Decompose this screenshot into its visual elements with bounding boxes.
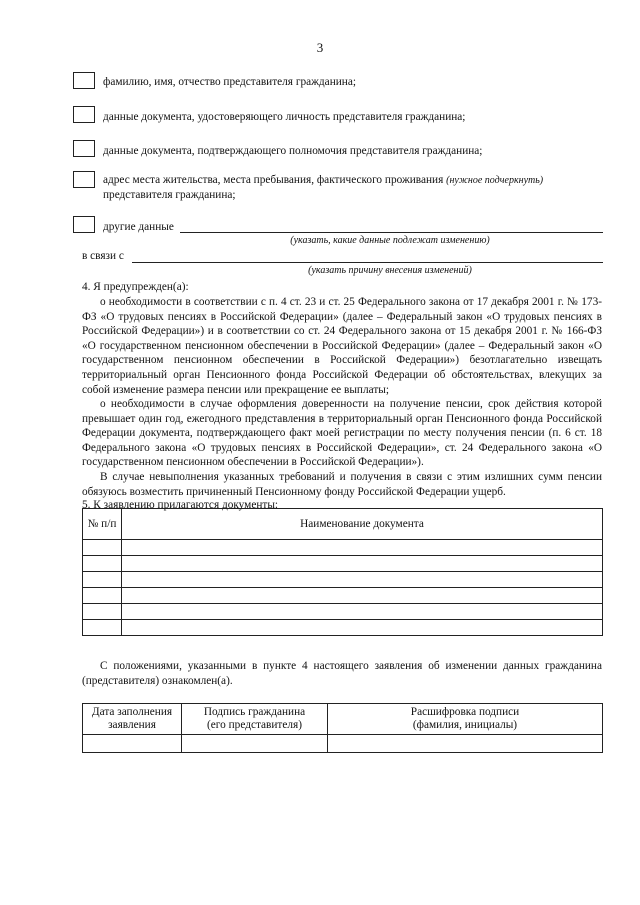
documents-table-header	[83, 509, 603, 540]
table-row[interactable]	[83, 620, 603, 636]
table-row[interactable]	[83, 588, 603, 604]
table-row[interactable]	[83, 540, 603, 556]
section4-paragraph-3: В случае невыполнения указанных требований и получения в связи с этим излишних сумм пенсии обязуюсь возместить причиненный Пенсионному фонду Российской Федерации ущерб.	[82, 471, 602, 498]
section4-heading: 4. Я предупрежден(а):	[82, 281, 189, 293]
other-data-field[interactable]	[180, 232, 603, 233]
option-label-representative-authority-document: данные документа, подтверждающего полномочия представителя гражданина;	[103, 145, 483, 157]
col-header-signature: Подпись гражданина (его представителя)	[182, 704, 328, 735]
signature-row[interactable]	[83, 735, 603, 753]
checkbox-representative-address[interactable]	[73, 171, 95, 188]
reason-field[interactable]	[132, 262, 603, 263]
section4-paragraph-2: о необходимости в случае оформления доверенности на получение пенсии, срок действия которой превышает один год, ежегодного представления в территориальный орган Пенсионного фонда Российской Федерации документа, подтверждающего факт моей регистрации по месту получения пенсии (п. 6 ст. 18 Федерального закона «О трудовых пенсиях в Российской Федерации», ст. 24 Федерального закона «О государственном пенсионном обеспечении в Российской Федерации»).	[82, 398, 602, 469]
address-label-line2: представителя гражданина;	[103, 189, 236, 201]
acknowledgement-text: С положениями, указанными в пункте 4 настоящего заявления об изменении данных гражданина (представителя) ознакомлен(а).	[82, 660, 602, 687]
signature-table	[82, 703, 603, 753]
other-data-note: (указать, какие данные подлежат изменению)	[290, 235, 490, 246]
address-label: адрес места жительства, места пребывания, фактического проживания	[103, 174, 444, 186]
checkbox-representative-name[interactable]	[73, 72, 95, 89]
col-header-date: Дата заполнения заявления	[83, 704, 182, 735]
option-label-other-data: другие данные	[103, 221, 174, 233]
option-label-representative-address	[103, 173, 593, 203]
reason-note: (указать причину внесения изменений)	[308, 265, 472, 276]
documents-table	[82, 508, 603, 636]
page-number: 3	[316, 40, 324, 55]
option-label-representative-name: фамилию, имя, отчество представителя гражданина;	[103, 76, 356, 88]
date-cell[interactable]	[83, 735, 182, 753]
checkbox-representative-authority-document[interactable]	[73, 140, 95, 157]
option-label-representative-id-document: данные документа, удостоверяющего личность представителя гражданина;	[103, 111, 466, 123]
table-row[interactable]	[83, 572, 603, 588]
checkbox-representative-id-document[interactable]	[73, 106, 95, 123]
col-header-number: № п/п	[83, 509, 122, 540]
table-row[interactable]	[83, 604, 603, 620]
col-header-document-name: Наименование документа	[122, 509, 603, 540]
checkbox-other-data[interactable]	[73, 216, 95, 233]
reason-label: в связи с	[82, 250, 124, 262]
signature-decode-cell[interactable]	[328, 735, 603, 753]
section4-paragraph-1: о необходимости в соответствии с п. 4 ст. 23 и ст. 25 Федерального закона от 17 декабря 2001 г. № 173-ФЗ «О трудовых пенсиях в Российской Федерации» (далее – Федеральный закон «О трудовых пенсиях в Российской Федерации») и в соответствии со ст. 24 Федерального закона от 15 декабря 2001 г. № 166-ФЗ «О государственном пенсионном обеспечении в Российской Федерации» (далее – Федеральный закон «О государственном пенсионном обеспечении в Российской Федерации») безотлагательно извещать территориальный орган Пенсионного фонда Российской Федерации об обстоятельствах, влекущих за собой изменение размера пенсии или прекращение ее выплаты;	[82, 296, 602, 396]
section5-heading: 5. К заявлению прилагаются документы:	[82, 499, 279, 511]
col-header-signature-decode: Расшифровка подписи (фамилия, инициалы)	[328, 704, 603, 735]
signature-cell[interactable]	[182, 735, 328, 753]
table-row[interactable]	[83, 556, 603, 572]
signature-table-header	[83, 704, 603, 735]
address-note: (нужное подчеркнуть)	[446, 175, 544, 186]
